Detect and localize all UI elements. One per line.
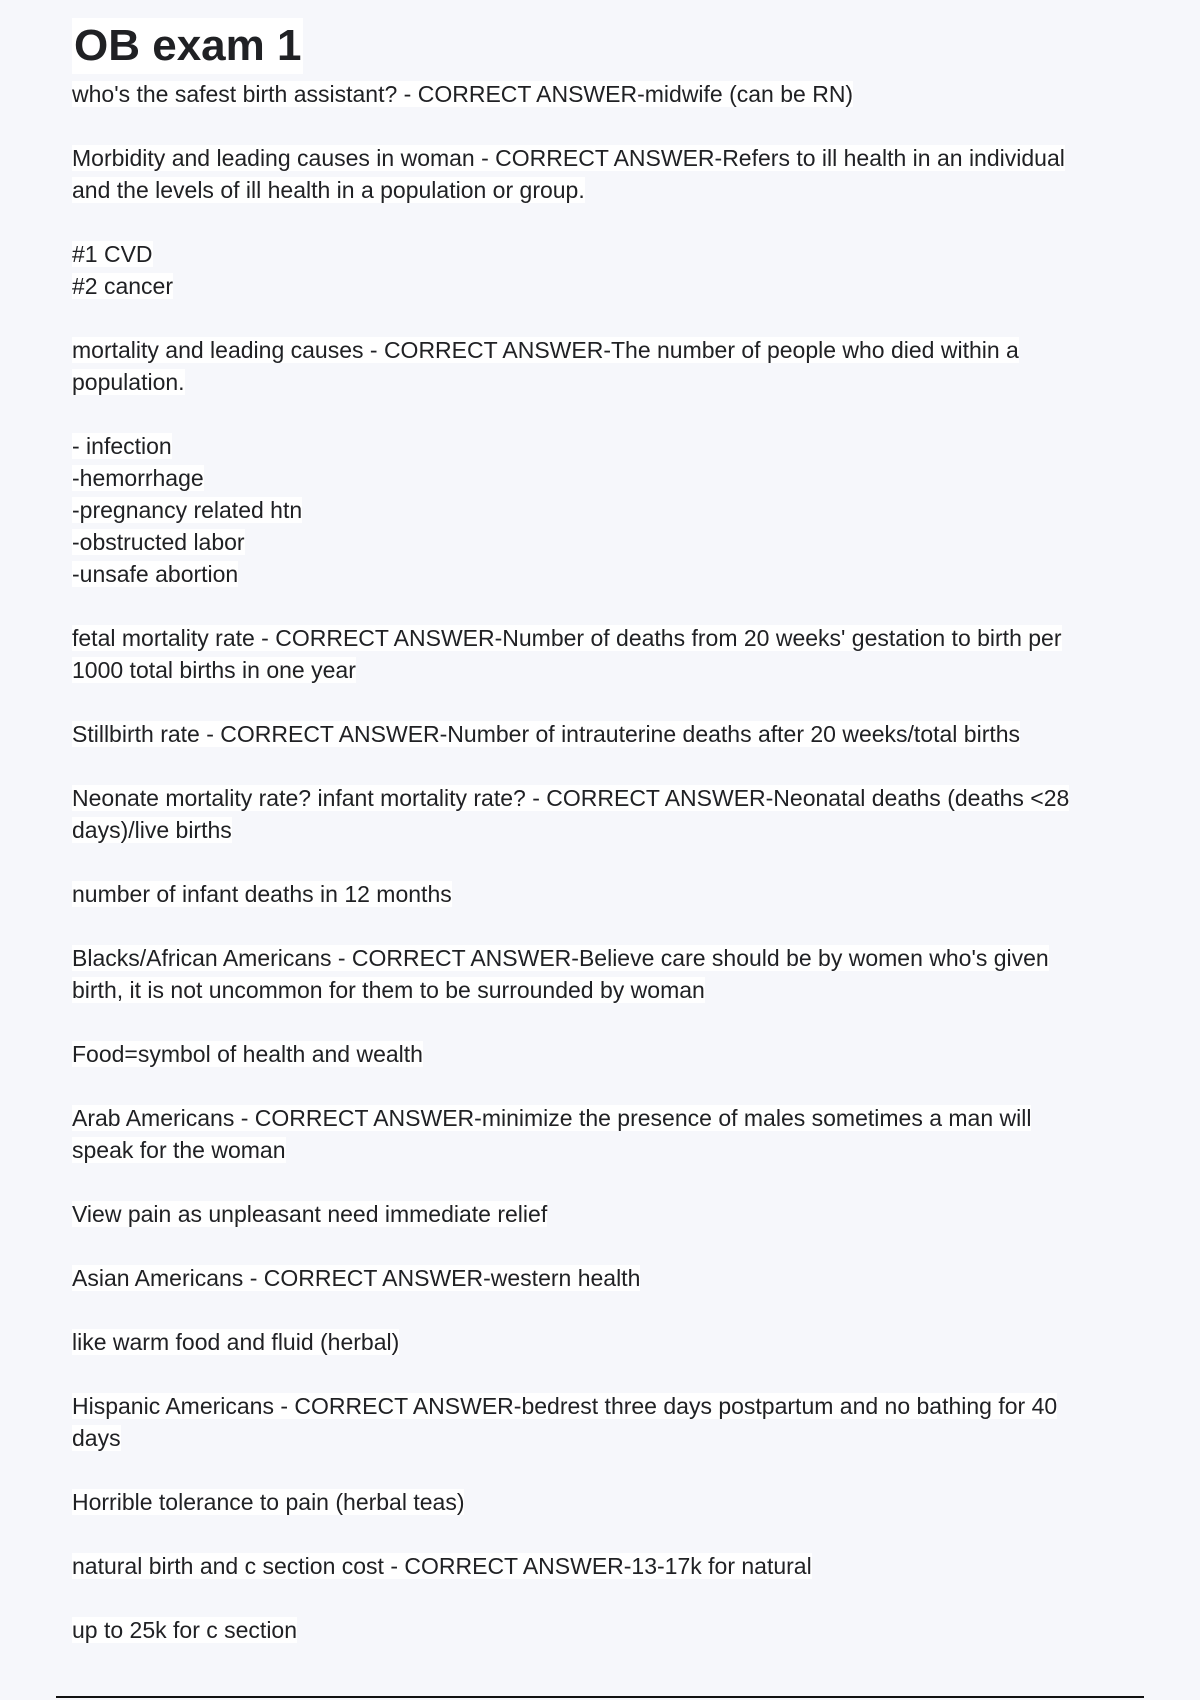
text-line-content: Arab Americans - CORRECT ANSWER-minimize the presence of males sometimes a man will xyxy=(72,1105,1032,1131)
text-line xyxy=(72,1038,1132,1070)
document-title: OB exam 1 xyxy=(72,18,303,74)
text-line xyxy=(72,1198,1132,1230)
text-line-content: Neonate mortality rate? infant mortality rate? - CORRECT ANSWER-Neonatal deaths (deaths <28 xyxy=(72,785,1070,811)
text-line xyxy=(72,142,1132,174)
text-line-content: Asian Americans - CORRECT ANSWER-western health xyxy=(72,1265,641,1291)
text-line xyxy=(72,814,1132,846)
paragraph xyxy=(72,1390,1132,1454)
paragraph xyxy=(72,1198,1132,1230)
text-line-content: fetal mortality rate - CORRECT ANSWER-Number of deaths from 20 weeks' gestation to birth per xyxy=(72,625,1062,651)
text-line xyxy=(72,1422,1132,1454)
paragraph xyxy=(72,1102,1132,1166)
text-line xyxy=(72,622,1132,654)
text-line xyxy=(72,1614,1132,1646)
text-line-content: -pregnancy related htn xyxy=(72,497,303,523)
paragraph xyxy=(72,1326,1132,1358)
paragraph xyxy=(72,942,1132,1006)
text-line xyxy=(72,654,1132,686)
paragraph xyxy=(72,1550,1132,1582)
text-line xyxy=(72,1390,1132,1422)
text-line-content: birth, it is not uncommon for them to be surrounded by woman xyxy=(72,977,705,1003)
text-line xyxy=(72,366,1132,398)
paragraph xyxy=(72,718,1132,750)
text-line xyxy=(72,174,1132,206)
text-line-content: number of infant deaths in 12 months xyxy=(72,881,452,907)
text-line-content: who's the safest birth assistant? - CORRECT ANSWER-midwife (can be RN) xyxy=(72,81,854,107)
text-line-content: days xyxy=(72,1425,121,1451)
document-body xyxy=(72,78,1132,1646)
text-line-content: Hispanic Americans - CORRECT ANSWER-bedrest three days postpartum and no bathing for 40 xyxy=(72,1393,1058,1419)
text-line xyxy=(72,1134,1132,1166)
text-line-content: up to 25k for c section xyxy=(72,1617,298,1643)
text-line-content: Horrible tolerance to pain (herbal teas) xyxy=(72,1489,465,1515)
paragraph xyxy=(72,782,1132,846)
text-line xyxy=(72,1102,1132,1134)
paragraph xyxy=(72,1038,1132,1070)
paragraph xyxy=(72,1486,1132,1518)
text-line xyxy=(72,238,1132,270)
paragraph xyxy=(72,334,1132,398)
text-line xyxy=(72,494,1132,526)
text-line-content: like warm food and fluid (herbal) xyxy=(72,1329,400,1355)
text-line xyxy=(72,718,1132,750)
text-line xyxy=(72,782,1132,814)
text-line-content: - infection xyxy=(72,433,172,459)
text-line xyxy=(72,1262,1132,1294)
text-line-content: speak for the woman xyxy=(72,1137,286,1163)
text-line-content: Morbidity and leading causes in woman - CORRECT ANSWER-Refers to ill health in an individual xyxy=(72,145,1065,171)
text-line xyxy=(72,430,1132,462)
text-line-content: #2 cancer xyxy=(72,273,174,299)
document-page xyxy=(72,18,1132,1678)
text-line-content: mortality and leading causes - CORRECT ANSWER-The number of people who died within a xyxy=(72,337,1019,363)
page-bottom-rule xyxy=(56,1696,1144,1698)
text-line-content: -obstructed labor xyxy=(72,529,245,555)
paragraph xyxy=(72,622,1132,686)
text-line xyxy=(72,1326,1132,1358)
paragraph xyxy=(72,238,1132,302)
paragraph xyxy=(72,878,1132,910)
text-line xyxy=(72,1486,1132,1518)
paragraph xyxy=(72,430,1132,590)
text-line xyxy=(72,1550,1132,1582)
text-line-content: 1000 total births in one year xyxy=(72,657,356,683)
paragraph xyxy=(72,1614,1132,1646)
text-line xyxy=(72,942,1132,974)
text-line-content: population. xyxy=(72,369,185,395)
text-line xyxy=(72,526,1132,558)
paragraph xyxy=(72,78,1132,110)
text-line-content: #1 CVD xyxy=(72,241,153,267)
text-line-content: Food=symbol of health and wealth xyxy=(72,1041,423,1067)
text-line xyxy=(72,334,1132,366)
text-line-content: natural birth and c section cost - CORRECT ANSWER-13-17k for natural xyxy=(72,1553,812,1579)
text-line-content: Blacks/African Americans - CORRECT ANSWER-Believe care should be by women who's given xyxy=(72,945,1049,971)
text-line xyxy=(72,878,1132,910)
text-line-content: -unsafe abortion xyxy=(72,561,239,587)
text-line xyxy=(72,78,1132,110)
text-line xyxy=(72,974,1132,1006)
text-line xyxy=(72,462,1132,494)
text-line-content: and the levels of ill health in a population or group. xyxy=(72,177,585,203)
text-line xyxy=(72,270,1132,302)
paragraph xyxy=(72,1262,1132,1294)
paragraph xyxy=(72,142,1132,206)
text-line xyxy=(72,558,1132,590)
text-line-content: -hemorrhage xyxy=(72,465,204,491)
text-line-content: View pain as unpleasant need immediate relief xyxy=(72,1201,548,1227)
text-line-content: Stillbirth rate - CORRECT ANSWER-Number of intrauterine deaths after 20 weeks/total births xyxy=(72,721,1021,747)
text-line-content: days)/live births xyxy=(72,817,232,843)
